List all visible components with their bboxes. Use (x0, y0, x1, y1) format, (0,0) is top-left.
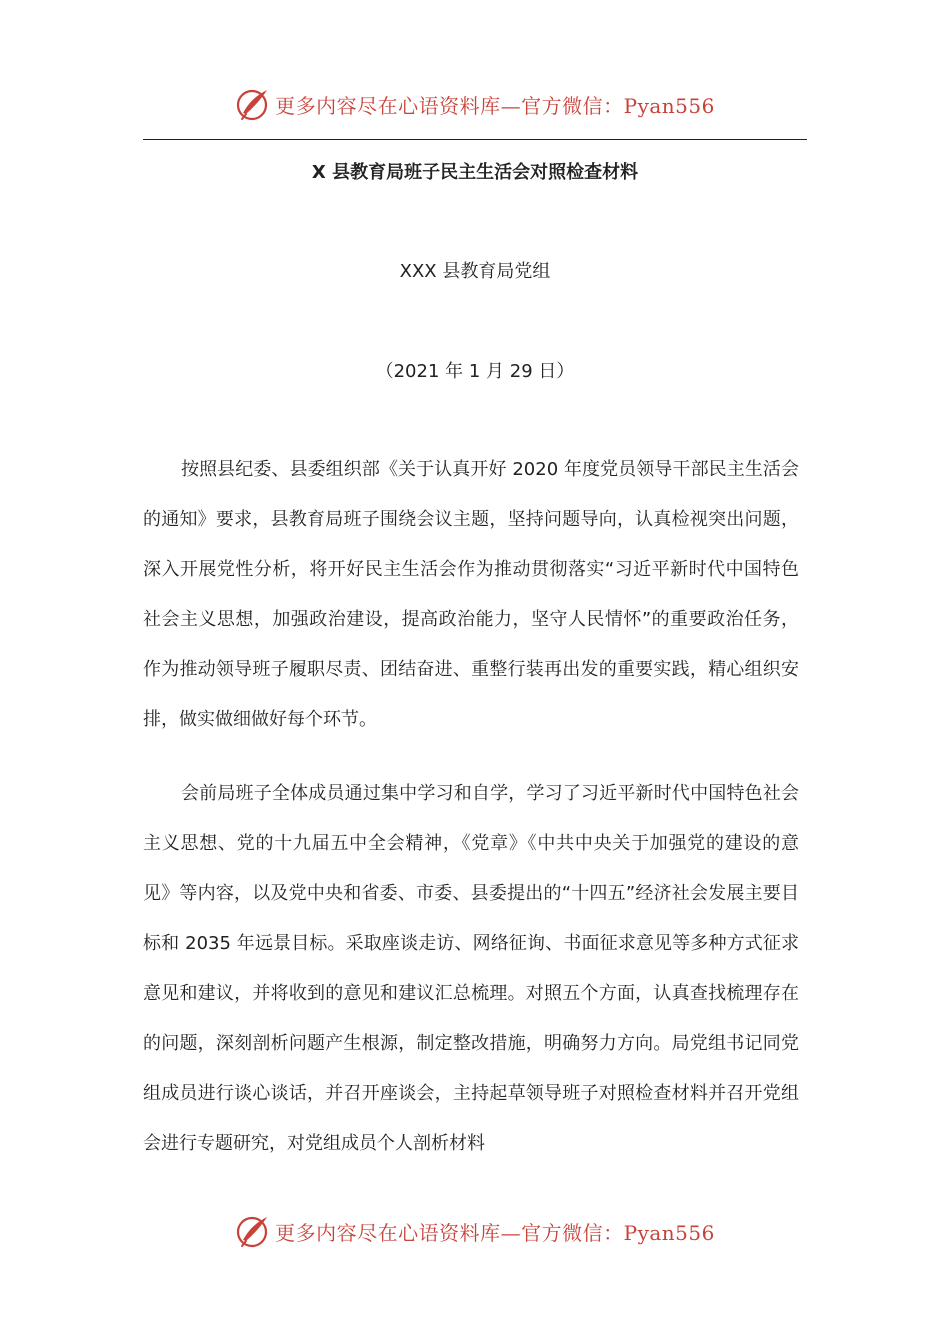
header-banner (0, 84, 950, 124)
banner-text: 更多内容尽在心语资料库—官方微信：Pyan556 (275, 93, 715, 118)
footer-banner (0, 1211, 950, 1251)
document-date: （2021 年 1 月 29 日） (375, 361, 575, 382)
body-paragraph: 会前局班子全体成员通过集中学习和自学，学习了习近平新时代中国特色社会主义思想、党的十九届五中全会精神，《党章》《中共中央关于加强党的建设的意见》等内容，以及党中央和省委、市委、县委提出的“十四五”经济社会发展主要目标和 2035 年远景目标。采取座谈走访、网络征询、书面征求意见等多种方式征求意见和建议，并将收到的意见和建议汇总梳理。对照五个方面，认真查找梳理存在的问题，深刻剖析问题产生根源，制定整改措施，明确努力方向。局党组书记同党组成员进行谈心谈话，并召开座谈会，主持起草领导班子对照检查材料并召开党组会进行专题研究，对党组成员个人剖析材料 (143, 783, 799, 1154)
header-divider (143, 139, 807, 140)
document-body (143, 445, 799, 1169)
quill-pen-logo-icon (235, 86, 271, 122)
quill-pen-logo-icon (235, 1213, 271, 1249)
document-title: X 县教育局班子民主生活会对照检查材料 (311, 162, 639, 183)
body-paragraph: 按照县纪委、县委组织部《关于认真开好 2020 年度党员领导干部民主生活会的通知》要求，县教育局班子围绕会议主题，坚持问题导向，认真检视突出问题，深入开展党性分析，将开好民主生活会作为推动贯彻落实“习近平新时代中国特色社会主义思想，加强政治建设，提高政治能力，坚守人民情怀”的重要政治任务，作为推动领导班子履职尽责、团结奋进、重整行装再出发的重要实践，精心组织安排，做实做细做好每个环节。 (143, 459, 799, 730)
banner-text: 更多内容尽在心语资料库—官方微信：Pyan556 (275, 1220, 715, 1245)
document-org: XXX 县教育局党组 (399, 261, 551, 282)
